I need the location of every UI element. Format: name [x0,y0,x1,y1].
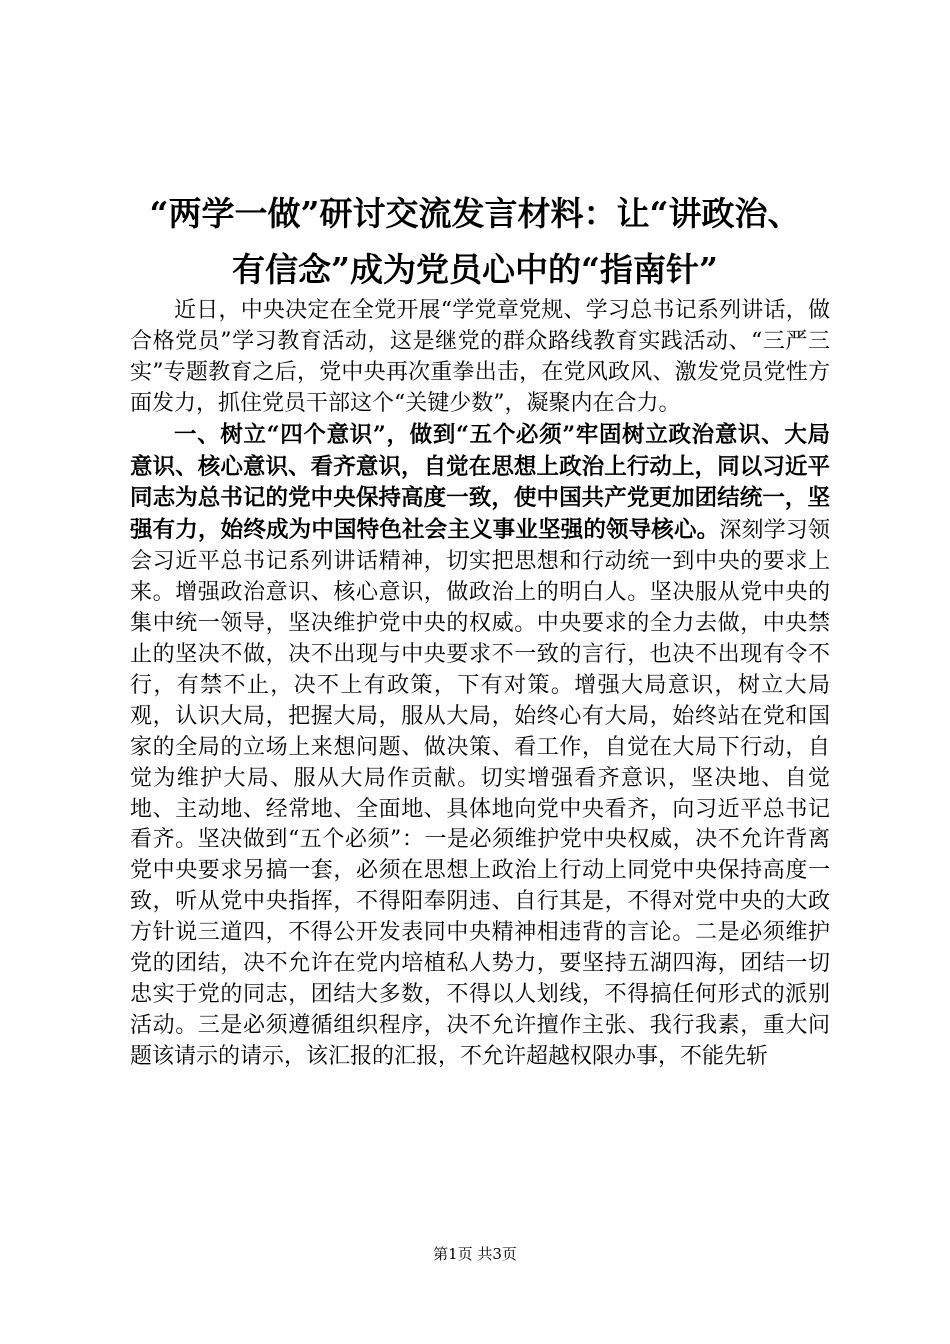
title-line-1: “两学一做”研讨交流发言材料：让“讲政治、 [149,194,801,233]
paragraph-section-1 [130,420,830,1073]
paragraph-intro-text: 近日，中央决定在全党开展“学党章党规、学习总书记系列讲话，做合格党员”学习教育活动，这是继党的群众路线教育实践活动、“三严三实”专题教育之后，党中央再次重拳出击，在党风政风、激发党员党性方面发力，抓住党员干部这个“关键少数”，凝聚内在合力。 [130,298,830,416]
document-title [110,186,840,298]
section-1-heading: 一、树立“四个意识”，做到“五个必须”牢固树立政治意识、大局意识、核心意识、看齐意识，自觉在思想上政治上行动上，同以习近平同志为总书记的党中央保持高度一致，使中国共产党更加团结统一，坚强有力，始终成为中国特色社会主义事业坚强的领导核心。 [130,421,830,544]
page-number-footer: 第1页 共3页 [433,1245,517,1263]
document-body [130,296,830,1073]
title-line-2: 有信念”成为党员心中的“指南针” [232,250,718,289]
section-1-text: 深刻学习领会习近平总书记系列讲话精神，切实把思想和行动统一到中央的要求上来。增强政治意识、核心意识，做政治上的明白人。坚决服从党中央的集中统一领导，坚决维护党中央的权威。中央要求的全力去做，中央禁止的坚决不做，决不出现与中央要求不一致的言行，也决不出现有令不行，有禁不止，决不上有政策，下有对策。增强大局意识，树立大局观，认识大局，把握大局，服从大局，始终心有大局，始终站在党和国家的全局的立场上来想问题、做决策、看工作，自觉在大局下行动，自觉为维护大局、服从大局作贡献。切实增强看齐意识，坚决地、自觉地、主动地、经常地、全面地、具体地向党中央看齐，向习近平总书记看齐。坚决做到“五个必须”：一是必须维护党中央权威，决不允许背离党中央要求另搞一套，必须在思想上政治上行动上同党中央保持高度一致，听从党中央指挥，不得阳奉阴违、自行其是，不得对党中央的大政方针说三道四，不得公开发表同中央精神相违背的言论。二是必须维护党的团结，决不允许在党内培植私人势力，要坚持五湖四海，团结一切忠实于党的同志，团结大多数，不得以人划线，不得搞任何形式的派别活动。三是必须遵循组织程序，决不允许擅作主张、我行我素，重大问题该请示的请示，该汇报的汇报，不允许超越权限办事，不能先斩 [130,518,830,1069]
paragraph-intro [130,296,830,420]
